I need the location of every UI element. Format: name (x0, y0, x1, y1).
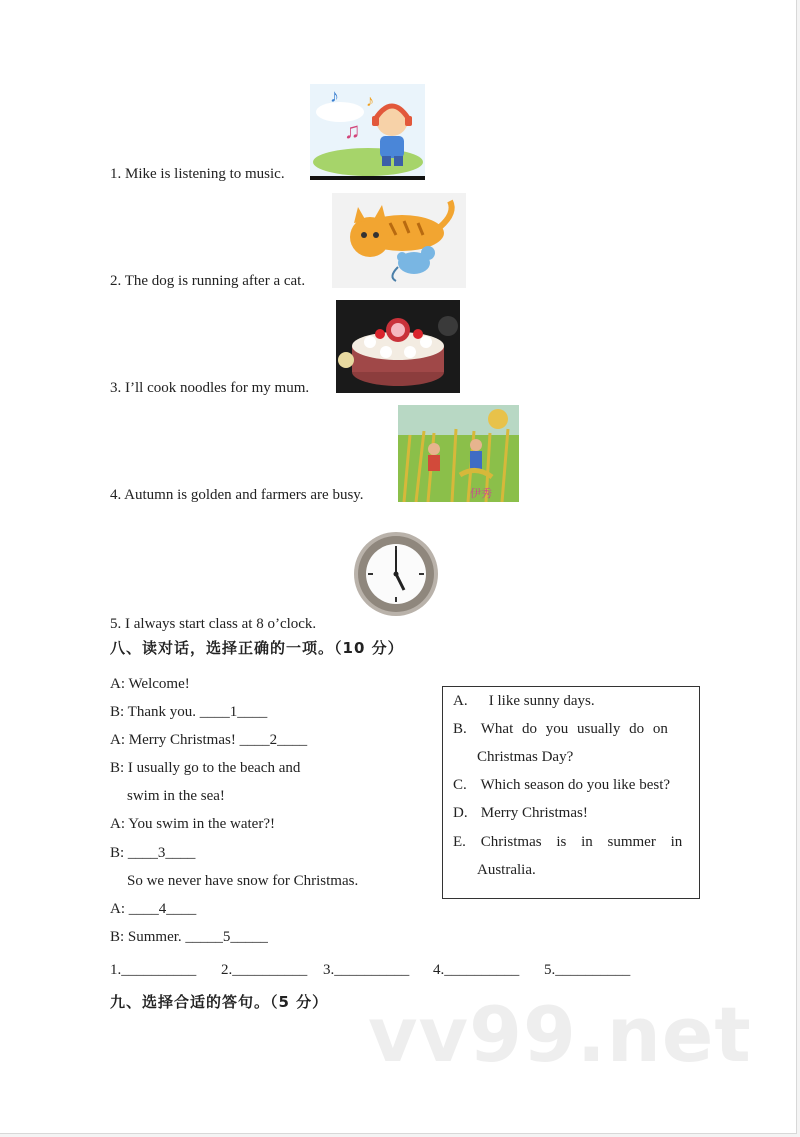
answer-blank-3[interactable]: 3.__________ (323, 962, 410, 978)
dialogue-line: A: Welcome! (110, 676, 190, 692)
option-text: I like sunny days. (488, 693, 595, 709)
option-a (453, 693, 595, 710)
option-text: What do you usually do on (480, 721, 668, 737)
dialogue-line: swim in the sea! (127, 788, 225, 804)
option-text: Merry Christmas! (480, 805, 588, 821)
option-letter: D. (453, 805, 468, 821)
option-d (453, 805, 588, 822)
answer-blank-2[interactable]: 2.__________ (221, 962, 308, 978)
svg-text:♫: ♫ (344, 118, 361, 143)
option-c (453, 777, 670, 794)
dialogue-line: B: Summer. _____5_____ (110, 929, 268, 945)
option-e-continued: Australia. (477, 862, 536, 878)
option-letter: B. (453, 721, 467, 737)
clock-picture (352, 530, 440, 618)
option-letter: A. (453, 693, 468, 709)
sentence-1: 1. Mike is listening to music. (110, 166, 285, 182)
dialogue-line: So we never have snow for Christmas. (127, 873, 359, 889)
dialogue-line: A: Merry Christmas! ____2____ (110, 732, 308, 748)
option-b-continued: Christmas Day? (477, 749, 574, 765)
option-letter: E. (453, 834, 466, 850)
section-9-title: 九、选择合适的答句。（5 分） (110, 993, 329, 1011)
sentence-2: 2. The dog is running after a cat. (110, 273, 306, 289)
option-text: Christmas is in summer in (480, 834, 683, 850)
answer-blank-5[interactable]: 5.__________ (544, 962, 631, 978)
answer-blank-4[interactable]: 4.__________ (433, 962, 520, 978)
dialogue-line: B: Thank you. ____1____ (110, 704, 268, 720)
svg-text:伊秀: 伊秀 (470, 487, 492, 500)
option-e (453, 834, 682, 851)
dialogue-line: B: ____3____ (110, 845, 196, 861)
music-boy-picture (310, 84, 425, 180)
dialogue-line: B: I usually go to the beach and (110, 760, 301, 776)
svg-text:♪: ♪ (330, 86, 339, 106)
cake-picture (336, 300, 460, 393)
svg-text:♪: ♪ (366, 93, 374, 110)
watermark: vv99.net (368, 990, 752, 1079)
section-8-title: 八、读对话，选择正确的一项。（10 分） (110, 639, 404, 657)
dialogue-line: A: ____4____ (110, 901, 197, 917)
option-letter: C. (453, 777, 467, 793)
options-box (442, 686, 700, 899)
cat-mouse-picture (332, 193, 466, 288)
option-b (453, 721, 668, 738)
answer-blank-1[interactable]: 1.__________ (110, 962, 197, 978)
dialogue-line: A: You swim in the water?! (110, 816, 275, 832)
sentence-4: 4. Autumn is golden and farmers are busy. (110, 487, 364, 503)
sentence-3: 3. I’ll cook noodles for my mum. (110, 380, 310, 396)
autumn-farmers-picture (398, 405, 519, 502)
sentence-5: 5. I always start class at 8 o’clock. (110, 616, 317, 632)
option-text: Which season do you like best? (480, 777, 671, 793)
